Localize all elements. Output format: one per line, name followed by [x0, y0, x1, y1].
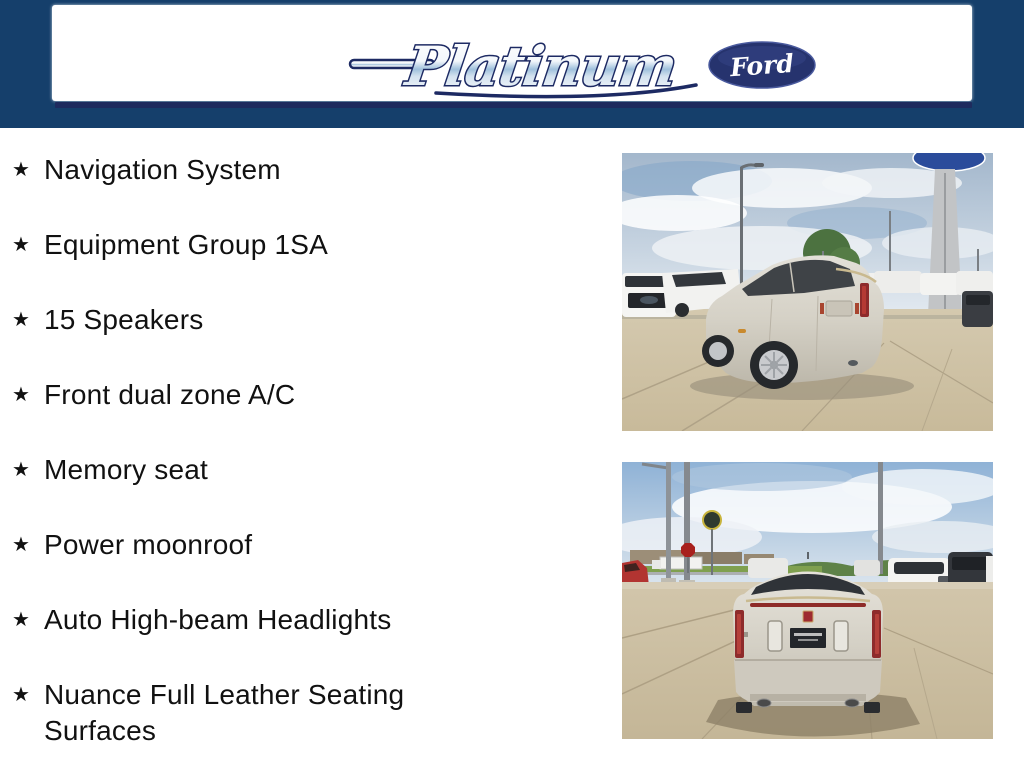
header-accent-line — [55, 102, 972, 108]
star-icon: ★ — [12, 384, 31, 406]
feature-text: Nuance Full Leather Seating Surfaces — [44, 679, 405, 746]
star-icon: ★ — [12, 534, 31, 556]
vehicle-photo-rear — [622, 462, 993, 739]
feature-text: Front dual zone A/C — [44, 379, 296, 410]
feature-text: Auto High-beam Headlights — [44, 604, 392, 635]
feature-item — [12, 677, 492, 749]
feature-text: Equipment Group 1SA — [44, 229, 328, 260]
feature-item — [12, 527, 492, 563]
star-icon: ★ — [12, 309, 31, 331]
feature-item — [12, 227, 492, 263]
vehicle-photo-rear-quarter — [622, 153, 993, 431]
feature-item — [12, 377, 492, 413]
feature-item — [12, 602, 492, 638]
feature-item — [12, 452, 492, 488]
platinum-ford-logo-icon — [324, 27, 824, 103]
star-icon: ★ — [12, 609, 31, 631]
ford-script-text: Ford — [729, 48, 795, 83]
feature-text: Memory seat — [44, 454, 209, 485]
feature-item — [12, 152, 492, 188]
feature-text: Power moonroof — [44, 529, 253, 560]
star-icon: ★ — [12, 234, 31, 256]
dealer-name-text: Platinum — [402, 34, 681, 98]
feature-item — [12, 302, 492, 338]
star-icon: ★ — [12, 459, 31, 481]
feature-text: Navigation System — [44, 154, 281, 185]
feature-text: 15 Speakers — [44, 304, 204, 335]
feature-list — [12, 152, 492, 749]
star-icon: ★ — [12, 684, 31, 706]
header-banner — [0, 0, 1024, 128]
star-icon: ★ — [12, 159, 31, 181]
dealer-logo-box — [52, 5, 972, 101]
